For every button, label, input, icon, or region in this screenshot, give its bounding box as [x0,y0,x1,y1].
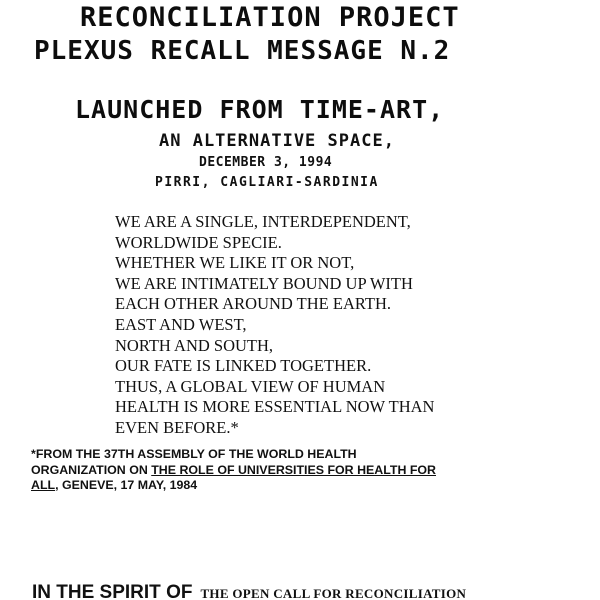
message-line: EACH OTHER AROUND THE EARTH. [115,294,391,314]
closing-heading: IN THE SPIRIT OF [32,582,193,600]
footnote-line: *FROM THE 37TH ASSEMBLY OF THE WORLD HEALTH [31,447,357,461]
message-line: WE ARE A SINGLE, INTERDEPENDENT, [115,212,411,231]
closing-subheading: THE OPEN CALL FOR RECONCILIATION [200,586,467,600]
footnote-underlined-title-end: ALL [31,478,56,493]
project-title: RECONCILIATION PROJECT [80,2,460,33]
message-line: THUS, A GLOBAL VIEW OF HUMAN [115,376,386,396]
space-subtitle: AN ALTERNATIVE SPACE, [159,131,395,151]
message-line: WORLDWIDE SPECIE. [115,232,282,252]
footnote-line [31,463,436,479]
message-line: HEALTH IS MORE ESSENTIAL NOW THAN [115,397,435,417]
launch-heading: LAUNCHED FROM TIME-ART, [75,95,445,124]
message-line: NORTH AND SOUTH, [115,335,274,355]
footnote-line [31,478,436,494]
message-line: OUR FATE IS LINKED TOGETHER. [115,356,372,376]
message-title: PLEXUS RECALL MESSAGE N.2 [34,36,451,66]
footnote-underlined-title: THE ROLE OF UNIVERSITIES FOR HEALTH FOR [151,462,436,477]
launch-location: PIRRI, CAGLIARI-SARDINIA [155,175,379,190]
message-body [115,212,434,439]
message-line: WHETHER WE LIKE IT OR NOT, [115,253,355,273]
launch-date: DECEMBER 3, 1994 [199,155,333,170]
message-line: EAST AND WEST, [115,314,247,334]
footnote-text: , GENEVE, 17 MAY, 1984 [55,478,198,493]
footnote-text: ORGANIZATION ON [31,462,152,477]
message-line: EVEN BEFORE.* [115,417,239,437]
message-line: WE ARE INTIMATELY BOUND UP WITH [115,273,413,293]
footnote [31,447,436,494]
closing-line [32,582,466,600]
